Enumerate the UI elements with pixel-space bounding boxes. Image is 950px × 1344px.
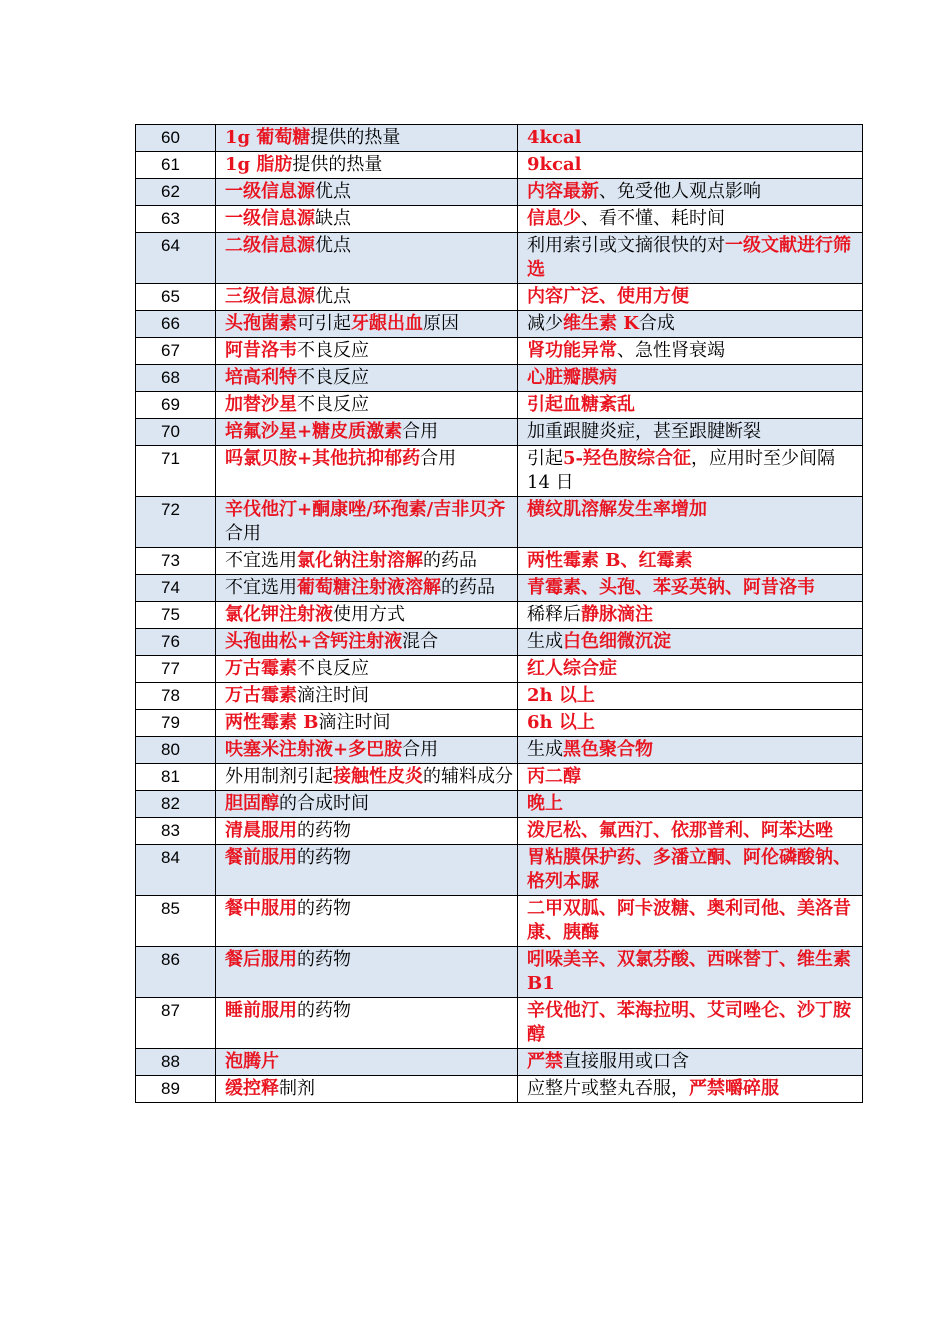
highlight-text: 餐后服用 xyxy=(225,949,297,970)
plain-text: 缺点 xyxy=(315,208,351,229)
row-number: 75 xyxy=(136,602,216,629)
highlight-text: 丙二醇 xyxy=(527,766,581,787)
table-row xyxy=(136,629,863,656)
highlight-text: 肾功能异常 xyxy=(527,340,617,361)
answer-cell xyxy=(518,125,863,152)
plain-text: 的药物 xyxy=(297,1000,351,1021)
highlight-text: 培氟沙星+糖皮质激素 xyxy=(225,421,403,442)
highlight-text: 睡前服用 xyxy=(225,1000,297,1021)
plain-text: 的药品 xyxy=(423,550,477,571)
plain-text: 不良反应 xyxy=(297,658,369,679)
row-number: 89 xyxy=(136,1076,216,1103)
row-number: 67 xyxy=(136,338,216,365)
plain-text: 可引起 xyxy=(297,313,351,334)
plain-text: 稀释后 xyxy=(527,604,581,625)
highlight-text: 呋塞米注射液+多巴胺 xyxy=(225,739,403,760)
topic-cell xyxy=(216,392,518,419)
topic-cell xyxy=(216,845,518,896)
row-number: 88 xyxy=(136,1049,216,1076)
topic-cell xyxy=(216,998,518,1049)
highlight-text: 青霉素、头孢、苯妥英钠、阿昔洛韦 xyxy=(527,577,815,598)
table-row xyxy=(136,284,863,311)
row-number: 70 xyxy=(136,419,216,446)
row-number: 65 xyxy=(136,284,216,311)
plain-text: 提供的热量 xyxy=(310,127,401,148)
table-row xyxy=(136,1076,863,1103)
topic-cell xyxy=(216,311,518,338)
plain-text: 混合 xyxy=(402,631,439,652)
table-row xyxy=(136,845,863,896)
highlight-text: 内容广泛、使用方便 xyxy=(527,286,689,307)
answer-cell xyxy=(518,575,863,602)
table-row xyxy=(136,1049,863,1076)
highlight-text: 信息少 xyxy=(527,208,581,229)
plain-text: 不宜选用 xyxy=(225,550,297,571)
highlight-text: 心脏瓣膜病 xyxy=(527,367,617,388)
answer-cell xyxy=(518,365,863,392)
answer-cell xyxy=(518,845,863,896)
plain-text: 合用 xyxy=(225,523,261,544)
table-row xyxy=(136,125,863,152)
answer-cell xyxy=(518,548,863,575)
table-row xyxy=(136,152,863,179)
table-row xyxy=(136,497,863,548)
row-number: 62 xyxy=(136,179,216,206)
table-body xyxy=(136,125,863,1103)
answer-cell xyxy=(518,710,863,737)
highlight-text: 胃粘膜保护药、多潘立酮、阿伦磷酸钠、格列本脲 xyxy=(527,847,851,892)
row-number: 72 xyxy=(136,497,216,548)
answer-cell xyxy=(518,233,863,284)
table-row xyxy=(136,419,863,446)
row-number: 84 xyxy=(136,845,216,896)
highlight-text: 晚上 xyxy=(527,793,563,814)
topic-cell xyxy=(216,284,518,311)
answer-cell xyxy=(518,602,863,629)
topic-cell xyxy=(216,206,518,233)
highlight-text: 接触性皮炎 xyxy=(333,766,423,787)
highlight-text: 氯化钠注射溶解 xyxy=(297,550,423,571)
topic-cell xyxy=(216,710,518,737)
plain-text: 的辅料成分 xyxy=(423,766,513,787)
topic-cell xyxy=(216,818,518,845)
highlight-text: 6h 以上 xyxy=(527,712,595,733)
topic-cell xyxy=(216,233,518,284)
table-row xyxy=(136,392,863,419)
answer-cell xyxy=(518,206,863,233)
topic-cell xyxy=(216,1076,518,1103)
highlight-text: 三级信息源 xyxy=(225,286,315,307)
highlight-text: 白色细微沉淀 xyxy=(563,631,671,652)
highlight-text: 一级信息源 xyxy=(225,181,315,202)
row-number: 69 xyxy=(136,392,216,419)
table-row xyxy=(136,737,863,764)
answer-cell xyxy=(518,446,863,497)
answer-cell xyxy=(518,818,863,845)
topic-cell xyxy=(216,446,518,497)
table-row xyxy=(136,710,863,737)
table-row xyxy=(136,896,863,947)
row-number: 85 xyxy=(136,896,216,947)
answer-cell xyxy=(518,179,863,206)
row-number: 81 xyxy=(136,764,216,791)
highlight-text: 缓控释 xyxy=(225,1078,279,1099)
highlight-text: 内容最新 xyxy=(527,181,599,202)
plain-text: 、看不懂、耗时间 xyxy=(581,208,725,229)
plain-text: 加重跟腱炎症，甚至跟腱断裂 xyxy=(527,421,761,442)
topic-cell xyxy=(216,1049,518,1076)
answer-cell xyxy=(518,656,863,683)
row-number: 63 xyxy=(136,206,216,233)
highlight-text: 餐前服用 xyxy=(225,847,297,868)
highlight-text: 二级信息源 xyxy=(225,235,315,256)
table-row xyxy=(136,683,863,710)
plain-text: 的药物 xyxy=(297,820,351,841)
plain-text: 生成 xyxy=(527,631,563,652)
row-number: 79 xyxy=(136,710,216,737)
plain-text: 滴注时间 xyxy=(297,685,369,706)
highlight-text: 吲哚美辛、双氯芬酸、西咪替丁、维生素 B1 xyxy=(527,949,851,994)
table-row xyxy=(136,602,863,629)
plain-text: 外用制剂引起 xyxy=(225,766,333,787)
answer-cell xyxy=(518,419,863,446)
topic-cell xyxy=(216,656,518,683)
highlight-text: 红人综合症 xyxy=(527,658,617,679)
highlight-text: 葡萄糖注射液溶解 xyxy=(297,577,441,598)
highlight-text: 清晨服用 xyxy=(225,820,297,841)
table-row xyxy=(136,575,863,602)
plain-text: 减少 xyxy=(527,313,563,334)
table-row xyxy=(136,791,863,818)
pharmacy-table xyxy=(135,124,863,1103)
row-number: 83 xyxy=(136,818,216,845)
plain-text: 合用 xyxy=(420,448,457,469)
row-number: 74 xyxy=(136,575,216,602)
plain-text: 直接服用或口含 xyxy=(563,1051,689,1072)
plain-text: 优点 xyxy=(315,235,351,256)
highlight-text: 胆固醇 xyxy=(225,793,279,814)
plain-text: 、急性肾衰竭 xyxy=(617,340,725,361)
topic-cell xyxy=(216,764,518,791)
highlight-text: 一级文献进行筛选 xyxy=(527,235,851,280)
plain-text: 优点 xyxy=(315,286,351,307)
row-number: 68 xyxy=(136,365,216,392)
row-number: 64 xyxy=(136,233,216,284)
topic-cell xyxy=(216,365,518,392)
highlight-text: 泡腾片 xyxy=(225,1051,279,1072)
plain-text: 合用 xyxy=(402,421,439,442)
highlight-text: 阿昔洛韦 xyxy=(225,340,297,361)
answer-cell xyxy=(518,338,863,365)
plain-text: 应整片或整丸吞服， xyxy=(527,1078,689,1099)
answer-cell xyxy=(518,629,863,656)
row-number: 86 xyxy=(136,947,216,998)
highlight-text: 1g 脂肪 xyxy=(225,154,293,175)
answer-cell xyxy=(518,284,863,311)
table-row xyxy=(136,764,863,791)
topic-cell xyxy=(216,629,518,656)
highlight-text: 两性霉素 B xyxy=(225,712,319,733)
row-number: 76 xyxy=(136,629,216,656)
row-number: 66 xyxy=(136,311,216,338)
answer-cell xyxy=(518,683,863,710)
highlight-text: 氯化钾注射液 xyxy=(225,604,333,625)
highlight-text: 1g 葡萄糖 xyxy=(225,127,311,148)
highlight-text: 严禁 xyxy=(527,1051,563,1072)
topic-cell xyxy=(216,179,518,206)
answer-cell xyxy=(518,392,863,419)
table-row xyxy=(136,233,863,284)
answer-cell xyxy=(518,947,863,998)
plain-text: 的药物 xyxy=(297,898,351,919)
table-row xyxy=(136,998,863,1049)
plain-text: 的药物 xyxy=(297,949,351,970)
highlight-text: 两性霉素 B、红霉素 xyxy=(527,550,693,571)
topic-cell xyxy=(216,152,518,179)
table-row xyxy=(136,179,863,206)
plain-text: 合成 xyxy=(638,313,675,334)
topic-cell xyxy=(216,947,518,998)
highlight-text: 一级信息源 xyxy=(225,208,315,229)
highlight-text: 培高利特 xyxy=(225,367,297,388)
topic-cell xyxy=(216,896,518,947)
highlight-text: 静脉滴注 xyxy=(581,604,653,625)
topic-cell xyxy=(216,548,518,575)
highlight-text: 4kcal xyxy=(527,127,582,148)
topic-cell xyxy=(216,125,518,152)
answer-cell xyxy=(518,791,863,818)
highlight-text: 泼尼松、氟西汀、依那普利、阿苯达唑 xyxy=(527,820,833,841)
plain-text: 滴注时间 xyxy=(318,712,391,733)
row-number: 80 xyxy=(136,737,216,764)
highlight-text: 2h 以上 xyxy=(527,685,595,706)
highlight-text: 头孢菌素 xyxy=(225,313,297,334)
highlight-text: 万古霉素 xyxy=(225,685,297,706)
plain-text: 的合成时间 xyxy=(279,793,369,814)
highlight-text: 辛伐他汀+酮康唑/环孢素/吉非贝齐 xyxy=(225,499,506,520)
table-row xyxy=(136,338,863,365)
topic-cell xyxy=(216,338,518,365)
row-number: 77 xyxy=(136,656,216,683)
row-number: 61 xyxy=(136,152,216,179)
plain-text: ，应用时至少间隔 14 日 xyxy=(527,448,835,493)
plain-text: 利用索引或文摘很快的对 xyxy=(527,235,725,256)
plain-text: 不良反应 xyxy=(297,394,369,415)
plain-text: 引起 xyxy=(527,448,563,469)
topic-cell xyxy=(216,683,518,710)
highlight-text: 二甲双胍、阿卡波糖、奥利司他、美洛昔康、胰酶 xyxy=(527,898,851,943)
table-row xyxy=(136,947,863,998)
answer-cell xyxy=(518,998,863,1049)
row-number: 78 xyxy=(136,683,216,710)
plain-text: 使用方式 xyxy=(333,604,405,625)
table-row xyxy=(136,365,863,392)
plain-text: 原因 xyxy=(423,313,459,334)
answer-cell xyxy=(518,896,863,947)
highlight-text: 5-羟色胺综合征 xyxy=(563,448,691,469)
plain-text: 优点 xyxy=(315,181,351,202)
row-number: 82 xyxy=(136,791,216,818)
answer-cell xyxy=(518,1049,863,1076)
highlight-text: 严禁嚼碎服 xyxy=(689,1078,779,1099)
plain-text: 的药品 xyxy=(441,577,495,598)
table-row xyxy=(136,818,863,845)
plain-text: 生成 xyxy=(527,739,563,760)
plain-text: 制剂 xyxy=(279,1078,315,1099)
answer-cell xyxy=(518,737,863,764)
highlight-text: 引起血糖紊乱 xyxy=(527,394,635,415)
table-row xyxy=(136,548,863,575)
topic-cell xyxy=(216,419,518,446)
answer-cell xyxy=(518,311,863,338)
plain-text: 不宜选用 xyxy=(225,577,297,598)
answer-cell xyxy=(518,497,863,548)
plain-text: 不良反应 xyxy=(297,367,369,388)
highlight-text: 吗氯贝胺+其他抗抑郁药 xyxy=(225,448,421,469)
table-row xyxy=(136,311,863,338)
highlight-text: 头孢曲松+含钙注射液 xyxy=(225,631,403,652)
answer-cell xyxy=(518,1076,863,1103)
row-number: 73 xyxy=(136,548,216,575)
table-row xyxy=(136,206,863,233)
topic-cell xyxy=(216,497,518,548)
highlight-text: 餐中服用 xyxy=(225,898,297,919)
highlight-text: 维生素 K xyxy=(563,313,639,334)
topic-cell xyxy=(216,791,518,818)
plain-text: 的药物 xyxy=(297,847,351,868)
topic-cell xyxy=(216,575,518,602)
topic-cell xyxy=(216,737,518,764)
row-number: 71 xyxy=(136,446,216,497)
row-number: 60 xyxy=(136,125,216,152)
answer-cell xyxy=(518,152,863,179)
highlight-text: 横纹肌溶解发生率增加 xyxy=(527,499,707,520)
highlight-text: 黑色聚合物 xyxy=(563,739,653,760)
highlight-text: 辛伐他汀、苯海拉明、艾司唑仑、沙丁胺醇 xyxy=(527,1000,851,1045)
highlight-text: 9kcal xyxy=(527,154,582,175)
topic-cell xyxy=(216,602,518,629)
highlight-text: 万古霉素 xyxy=(225,658,297,679)
table-row xyxy=(136,446,863,497)
plain-text: 合用 xyxy=(402,739,439,760)
row-number: 87 xyxy=(136,998,216,1049)
plain-text: 不良反应 xyxy=(297,340,369,361)
plain-text: 提供的热量 xyxy=(292,154,383,175)
highlight-text: 加替沙星 xyxy=(225,394,297,415)
answer-cell xyxy=(518,764,863,791)
highlight-text: 牙龈出血 xyxy=(351,313,423,334)
plain-text: 、免受他人观点影响 xyxy=(599,181,761,202)
table-row xyxy=(136,656,863,683)
